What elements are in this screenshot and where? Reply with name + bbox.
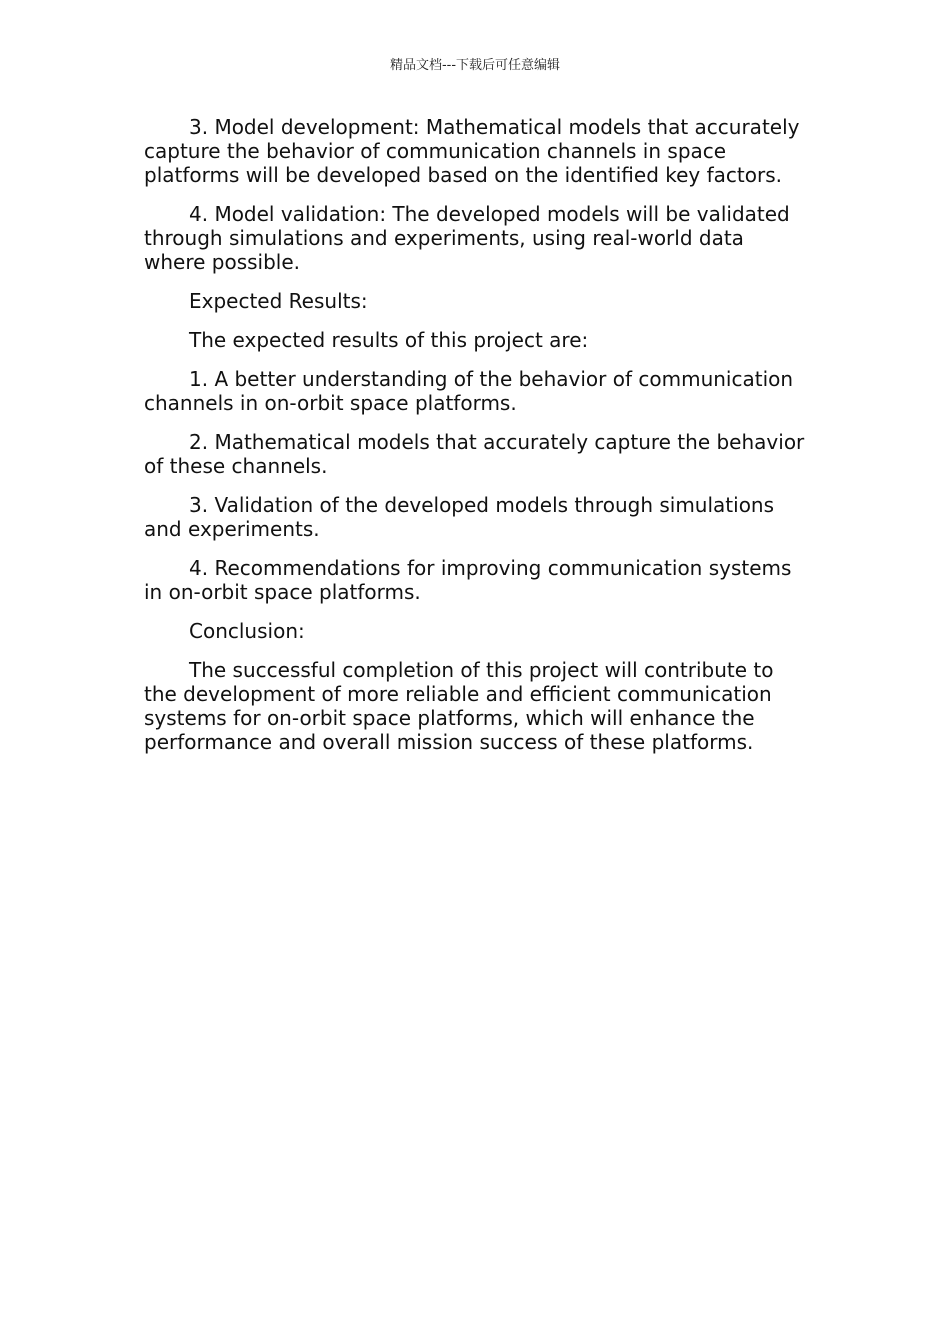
- paragraph-conclusion: The successful completion of this project will contribute to the development of more reliable and efficient communication systems for on-orbit space platforms, which will enhance the performance and overall mission success of these platforms.: [144, 658, 774, 754]
- page-header: 精品文档---下载后可任意编辑: [389, 58, 561, 73]
- paragraph-model-development: 3. Model development: Mathematical models that accurately capture the behavior of communication channels in space platforms will be developed based on the identified key factors.: [144, 115, 800, 187]
- document-body: [144, 115, 806, 769]
- heading-expected-results: Expected Results:: [189, 289, 368, 313]
- list-item-result-3: 3. Validation of the developed models through simulations and experiments.: [144, 493, 775, 541]
- list-item-result-2: 2. Mathematical models that accurately capture the behavior of these channels.: [144, 430, 805, 478]
- heading-conclusion: Conclusion:: [189, 619, 305, 643]
- list-item-result-1: 1. A better understanding of the behavior of communication channels in on-orbit space platforms.: [144, 367, 794, 415]
- paragraph-expected-intro: The expected results of this project are:: [189, 328, 589, 352]
- list-item-result-4: 4. Recommendations for improving communication systems in on-orbit space platforms.: [144, 556, 792, 604]
- paragraph-model-validation: 4. Model validation: The developed models will be validated through simulations and experiments, using real-world data where possible.: [144, 202, 790, 274]
